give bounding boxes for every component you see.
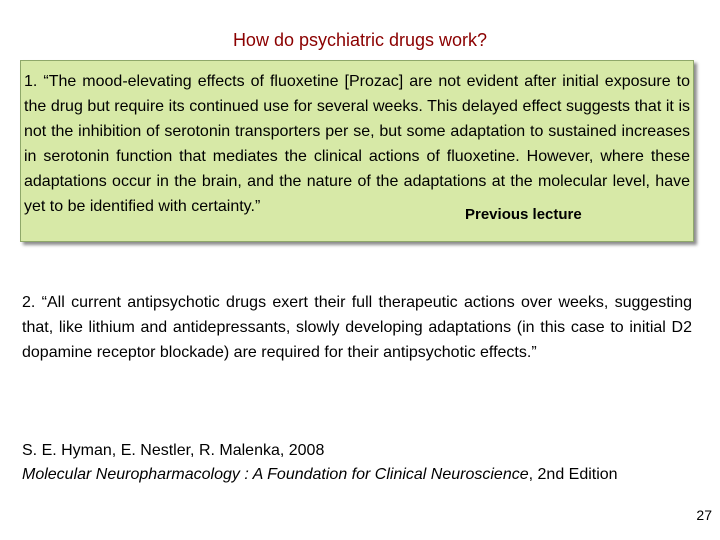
citation (22, 439, 712, 487)
previous-lecture-label: Previous lecture (465, 206, 582, 223)
citation-authors: S. E. Hyman, E. Nestler, R. Malenka, 2008 (22, 442, 325, 459)
slide-title: How do psychiatric drugs work? (232, 30, 488, 50)
highlighted-quote-box (20, 60, 694, 242)
quote-fluoxetine: 1. “The mood-elevating effects of fluoxetine [Prozac] are not evident after initial exposure to the drug but require its continued use for several weeks. This delayed effect suggests that it is not the inhibition of serotonin transporters per se, but some adaptation to sustained increases in serotonin function that mediates the clinical actions of fluoxetine. However, where these adaptations occur in the brain, and the nature of the adaptations at the molecular level, have yet to be identified with certainty.” (24, 73, 690, 215)
page-number: 27 (696, 507, 712, 523)
quote-antipsychotic: 2. “All current antipsychotic drugs exert their full therapeutic actions over weeks, suggesting that, like lithium and antidepressants, slowly developing adaptations (in this case to initial D2 dopamine receptor blockade) are required for their antipsychotic effects.” (22, 294, 692, 361)
citation-edition: , 2nd Edition (528, 466, 618, 483)
citation-book-title: Molecular Neuropharmacology : A Foundation for Clinical Neuroscience (22, 466, 529, 483)
citation-source (22, 463, 712, 487)
